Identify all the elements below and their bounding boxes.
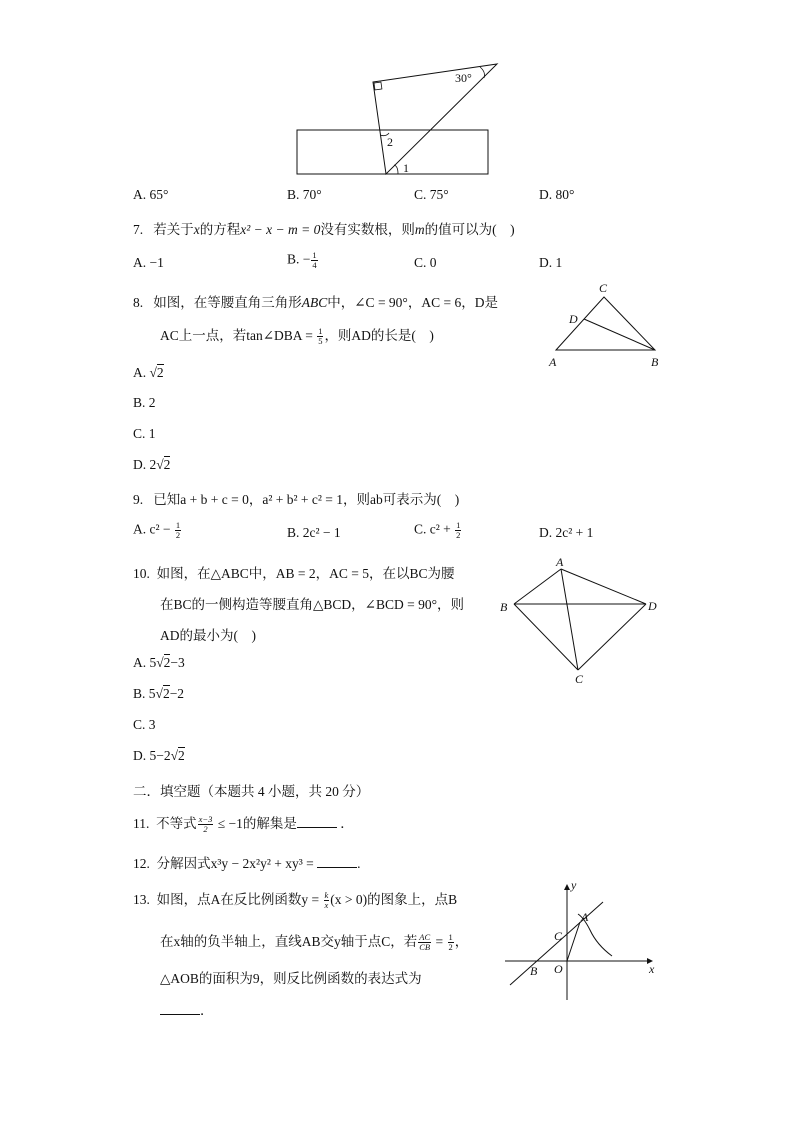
q10-option-d[interactable]: D. 5−2√2 bbox=[133, 748, 185, 763]
section-heading: 二．填空题（本题共 4 小题，共 20 分） bbox=[133, 784, 370, 799]
q6-option-c[interactable]: C. 75° bbox=[414, 187, 449, 202]
q6-label-30: 30° bbox=[455, 71, 472, 85]
q8-option-c[interactable]: C. 1 bbox=[133, 426, 156, 441]
q9-option-c[interactable]: C. c² + $\frac{1}{2}$ bbox=[414, 520, 461, 540]
q9-number: 9. bbox=[133, 492, 144, 507]
q8-label-b: B bbox=[651, 355, 659, 369]
q6-label-1: 1 bbox=[403, 161, 409, 175]
q10-label-b: B bbox=[500, 600, 508, 614]
q10-number: 10. bbox=[133, 566, 150, 581]
q8-label-c: C bbox=[599, 281, 608, 295]
q13-stem-line1: 13. 如图，点A在反比例函数y = $\frac{k}{x}$ (x > 0)的图象上，点B bbox=[133, 890, 458, 911]
q12-stem: 12. 分解因式x³y − 2x²y² + xy³ = . bbox=[133, 856, 361, 871]
q13-stem-line3: △AOB的面积为9，则反比例函数的表达式为 bbox=[160, 971, 422, 986]
q10-stem-line3: AD的最小为( ) bbox=[160, 628, 256, 643]
q9-option-b[interactable]: B. 2c² − 1 bbox=[287, 525, 341, 540]
q8-stem-line2: AC上一点，若tan∠DBA = $\frac{1}{5}$ ，则AD的长是( ) bbox=[160, 326, 434, 347]
q10-stem-line2: 在BC的一侧构造等腰直角△BCD，∠BCD = 90°，则 bbox=[160, 597, 464, 612]
q9-option-a[interactable]: A. c² − $\frac{1}{2}$ bbox=[133, 520, 181, 540]
q13-label-c: C bbox=[554, 929, 563, 943]
q13-label-y: y bbox=[571, 878, 577, 892]
q8-label-a: A bbox=[549, 355, 557, 369]
q10-label-c: C bbox=[575, 672, 584, 686]
q7-option-c[interactable]: C. 0 bbox=[414, 255, 437, 270]
q6-label-2: 2 bbox=[387, 135, 393, 149]
q6-option-d[interactable]: D. 80° bbox=[539, 187, 575, 202]
q13-label-x: x bbox=[649, 962, 655, 976]
q8-stem-line1: 8. 如图，在等腰直角三角形ABC中，∠C = 90°，AC = 6，D是 bbox=[133, 295, 498, 310]
q8-option-a[interactable]: A. √2 bbox=[133, 365, 164, 380]
q7-option-a[interactable]: A. −1 bbox=[133, 255, 164, 270]
q13-label-o: O bbox=[554, 962, 563, 976]
q10-option-b[interactable]: B. 5√2−2 bbox=[133, 686, 185, 701]
q7-option-b[interactable]: B. − $\frac{1}{4}$ bbox=[287, 250, 317, 270]
q13-label-b: B bbox=[530, 964, 538, 978]
q10-label-a: A bbox=[556, 555, 564, 569]
q7-number: 7. bbox=[133, 222, 144, 237]
q7-stem: 7. 若关于x的方程x² − x − m = 0没有实数根，则m的值可以为( ) bbox=[133, 222, 515, 237]
q9-stem: 9. 已知a + b + c = 0，a² + b² + c² = 1，则ab可表示为( ) bbox=[133, 492, 460, 507]
q13-label-a: A bbox=[581, 910, 589, 924]
q10-label-d: D bbox=[648, 599, 657, 613]
q11-number: 11. bbox=[133, 816, 150, 831]
q8-number: 8. bbox=[133, 295, 144, 310]
q12-number: 12. bbox=[133, 856, 150, 871]
q10-stem-line1: 10. 如图，在△ABC中，AB = 2，AC = 5，在以BC为腰 bbox=[133, 566, 455, 581]
q10-option-a[interactable]: A. 5√2−3 bbox=[133, 655, 185, 670]
q10-option-c[interactable]: C. 3 bbox=[133, 717, 156, 732]
q13-answer-line: ． bbox=[160, 999, 214, 1019]
q8-option-b[interactable]: B. 2 bbox=[133, 395, 156, 410]
q9-option-d[interactable]: D. 2c² + 1 bbox=[539, 525, 594, 540]
q13-stem-line2: 在x轴的负半轴上，直线AB交y轴于点C，若 $\frac{AC}{CB}$ = $\frac{1}{2}$ ， bbox=[160, 932, 469, 953]
q7-option-d[interactable]: D. 1 bbox=[539, 255, 563, 270]
q6-option-a[interactable]: A. 65° bbox=[133, 187, 169, 202]
q13-number: 13. bbox=[133, 892, 150, 907]
q8-option-d[interactable]: D. 2√2 bbox=[133, 457, 171, 472]
q6-option-b[interactable]: B. 70° bbox=[287, 187, 322, 202]
q8-label-d: D bbox=[569, 312, 578, 326]
q11-stem: 11. 不等式 $\frac{x-3}{2}$ ≤ −1的解集是 ． bbox=[133, 814, 354, 835]
